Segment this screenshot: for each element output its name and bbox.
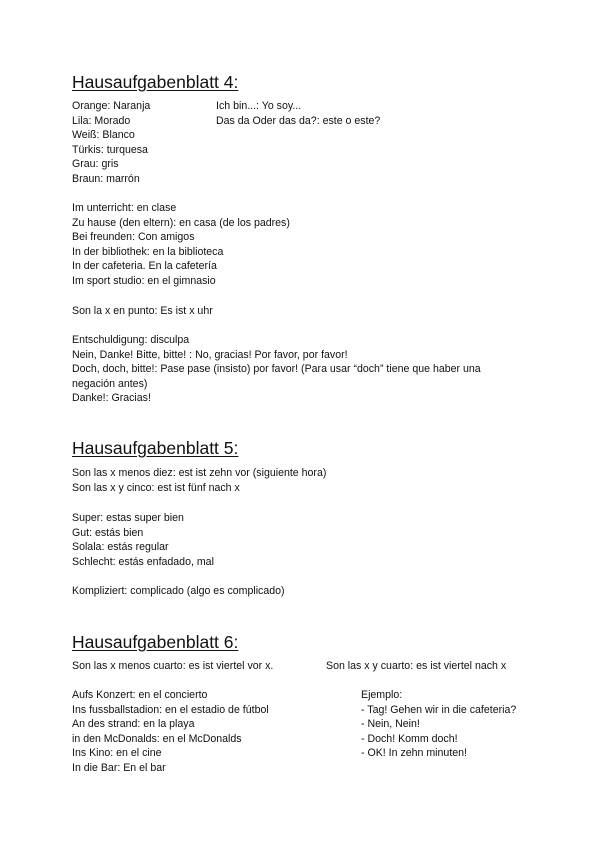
section6-time-right: Son las x y cuarto: es ist viertel nach x bbox=[326, 660, 507, 672]
section5-times-list bbox=[72, 466, 326, 495]
mood-item: Gut: estás bien bbox=[72, 526, 144, 539]
place-item: Im unterricht: en clase bbox=[72, 202, 177, 214]
time-item: Son las x y cinco: est ist fünf nach x bbox=[72, 481, 240, 494]
example-line: - OK! In zehn minuten! bbox=[361, 747, 467, 760]
place-item: In der cafeteria. En la cafetería bbox=[72, 260, 217, 273]
color-item: Braun: marrón bbox=[72, 172, 140, 185]
example-line: - Doch! Komm doch! bbox=[361, 732, 458, 745]
time-item: Son las x menos diez: est ist zehn vor (siguiente hora) bbox=[72, 467, 327, 479]
place-item: Ins Kino: en el cine bbox=[72, 747, 162, 760]
color-item: Weiß: Blanco bbox=[72, 129, 135, 142]
mood-item: Super: estas super bien bbox=[72, 512, 184, 524]
place-item: in den McDonalds: en el McDonalds bbox=[72, 732, 242, 745]
color-item: Lila: Morado bbox=[72, 114, 131, 127]
example-line: - Nein, Nein! bbox=[361, 718, 420, 731]
phrase-item: Das da Oder das da?: este o este? bbox=[216, 114, 381, 127]
place-item: Ins fussballstadion: en el estadio de fútbol bbox=[72, 703, 269, 716]
place-item: Zu hause (den eltern): en casa (de los padres) bbox=[72, 216, 290, 229]
courtesy-item: Nein, Danke! Bitte, bitte! : No, gracias! Por favor, por favor! bbox=[72, 348, 348, 361]
place-item: In die Bar: En el bar bbox=[72, 761, 166, 774]
place-item: Im sport studio: en el gimnasio bbox=[72, 274, 216, 287]
place-item: In der bibliothek: en la biblioteca bbox=[72, 245, 224, 258]
place-item: An des strand: en la playa bbox=[72, 718, 195, 731]
section4-places-list bbox=[72, 201, 290, 289]
place-item: Bei freunden: Con amigos bbox=[72, 231, 195, 244]
section4-colors-list bbox=[72, 99, 150, 187]
example-title: Ejemplo: bbox=[361, 689, 403, 701]
courtesy-item: Entschuldigung: disculpa bbox=[72, 334, 190, 346]
section4-heading: Hausaufgabenblatt 4: bbox=[72, 72, 239, 92]
phrase-item: Ich bin...: Yo soy... bbox=[216, 100, 302, 112]
section6-example-dialog bbox=[361, 688, 516, 761]
mood-item: Schlecht: estás enfadado, mal bbox=[72, 555, 214, 568]
color-item: Orange: Naranja bbox=[72, 100, 151, 112]
section6-places-list bbox=[72, 688, 269, 776]
section4-courtesy-list bbox=[72, 333, 481, 406]
section5-heading: Hausaufgabenblatt 5: bbox=[72, 438, 239, 458]
example-line: - Tag! Gehen wir in die cafeteria? bbox=[361, 703, 517, 716]
color-item: Türkis: turquesa bbox=[72, 143, 148, 156]
courtesy-item: Danke!: Gracias! bbox=[72, 392, 151, 405]
mood-item: Solala: estás regular bbox=[72, 541, 169, 554]
section4-time-line: Son la x en punto: Es ist x uhr bbox=[72, 305, 213, 317]
section6-time-left: Son las x menos cuarto: es ist viertel vor x. bbox=[72, 660, 274, 672]
courtesy-item: Doch, doch, bitte!: Pase pase (insisto) por favor! (Para usar “doch” tiene que haber una bbox=[72, 363, 481, 376]
section4-phrases-right bbox=[216, 99, 380, 128]
section6-heading: Hausaufgabenblatt 6: bbox=[72, 632, 239, 652]
place-item: Aufs Konzert: en el concierto bbox=[72, 689, 208, 701]
section5-extra-line: Kompliziert: complicado (algo es complicado) bbox=[72, 585, 285, 597]
color-item: Grau: gris bbox=[72, 158, 119, 171]
courtesy-item: negación antes) bbox=[72, 377, 148, 390]
section5-moods-list bbox=[72, 511, 214, 569]
